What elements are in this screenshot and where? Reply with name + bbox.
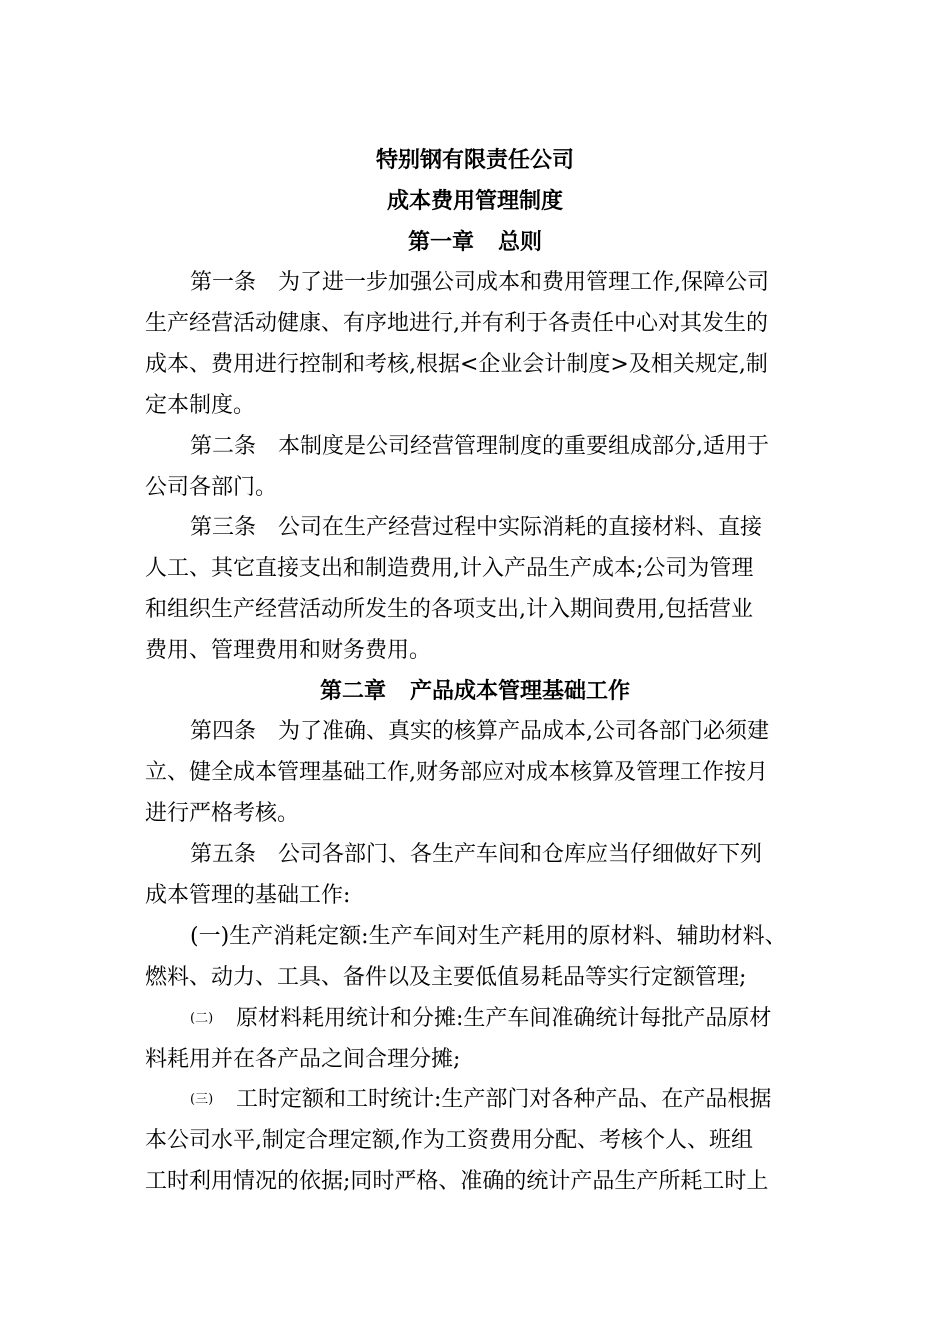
chapter-2-number: 第二章 [319,679,386,704]
chapter-2-name: 产品成本管理基础工作 [410,679,631,704]
article-3-line-3: 和组织生产经营活动所发生的各项支出,计入期间费用,包括营业 [145,597,753,622]
chapter-1-number: 第一章 [407,230,474,255]
article-4-line-3: 进行严格考核。 [145,801,300,826]
article-3-line-2: 人工、其它直接支出和制造费用,计入产品生产成本;公司为管理 [145,556,754,581]
item-3-marker: (三) [190,1092,214,1107]
chapter-2-heading [0,677,950,707]
chapter-1-name: 总则 [498,230,543,255]
item-3-text-1: 工时定额和工时统计:生产部门对各种产品、在产品根据 [236,1087,772,1112]
article-1-text-1: 为了进一步加强公司成本和费用管理工作,保障公司 [278,270,770,295]
article-1-line-2: 生产经营活动健康、有序地进行,并有利于各责任中心对其发生的 [145,311,768,336]
item-2-text-1: 原材料耗用统计和分摊:生产车间准确统计每批产品原材 [236,1006,772,1031]
article-2-line-1 [190,432,769,462]
item-2-line-1 [190,1004,771,1034]
document-title: 成本费用管理制度 [386,189,563,214]
item-1-line-2: 燃料、动力、工具、备件以及主要低值易耗品等实行定额管理; [145,965,747,990]
article-2-label: 第二条 [190,434,257,459]
chapter-1-heading [0,228,950,258]
article-1-label: 第一条 [190,270,257,295]
article-3-label: 第三条 [190,515,257,540]
article-2-text-1: 本制度是公司经营管理制度的重要组成部分,适用于 [278,434,770,459]
article-3-line-4: 费用、管理费用和财务费用。 [145,638,432,663]
item-3-line-2: 本公司水平,制定合理定额,作为工资费用分配、考核个人、班组 [145,1128,753,1153]
article-1-line-1 [190,268,769,298]
item-3-line-3: 工时利用情况的依据;同时严格、准确的统计产品生产所耗工时上 [145,1169,769,1194]
article-1-line-3: 成本、费用进行控制和考核,根据<企业会计制度>及相关规定,制 [145,352,768,377]
article-4-text-1: 为了准确、真实的核算产品成本,公司各部门必须建 [278,719,770,744]
company-name: 特别钢有限责任公司 [375,148,574,173]
article-3-text-1: 公司在生产经营过程中实际消耗的直接材料、直接 [278,515,763,540]
article-4-line-2: 立、健全成本管理基础工作,财务部应对成本核算及管理工作按月 [145,760,768,785]
item-3-line-1 [190,1085,771,1115]
item-1-line-1: (一)生产消耗定额:生产车间对生产耗用的原材料、辅助材料、 [190,924,787,949]
article-5-line-2: 成本管理的基础工作: [145,883,351,908]
article-5-label: 第五条 [190,842,257,867]
article-4-label: 第四条 [190,719,257,744]
item-2-line-2: 料耗用并在各产品之间合理分摊; [145,1047,461,1072]
article-2-line-2: 公司各部门。 [145,475,278,500]
article-5-line-1 [190,840,762,870]
article-1-line-4: 定本制度。 [145,393,256,418]
article-3-line-1 [190,513,762,543]
article-5-text-1: 公司各部门、各生产车间和仓库应当仔细做好下列 [278,842,763,867]
item-2-marker: (二) [190,1011,214,1026]
article-4-line-1 [190,717,769,747]
